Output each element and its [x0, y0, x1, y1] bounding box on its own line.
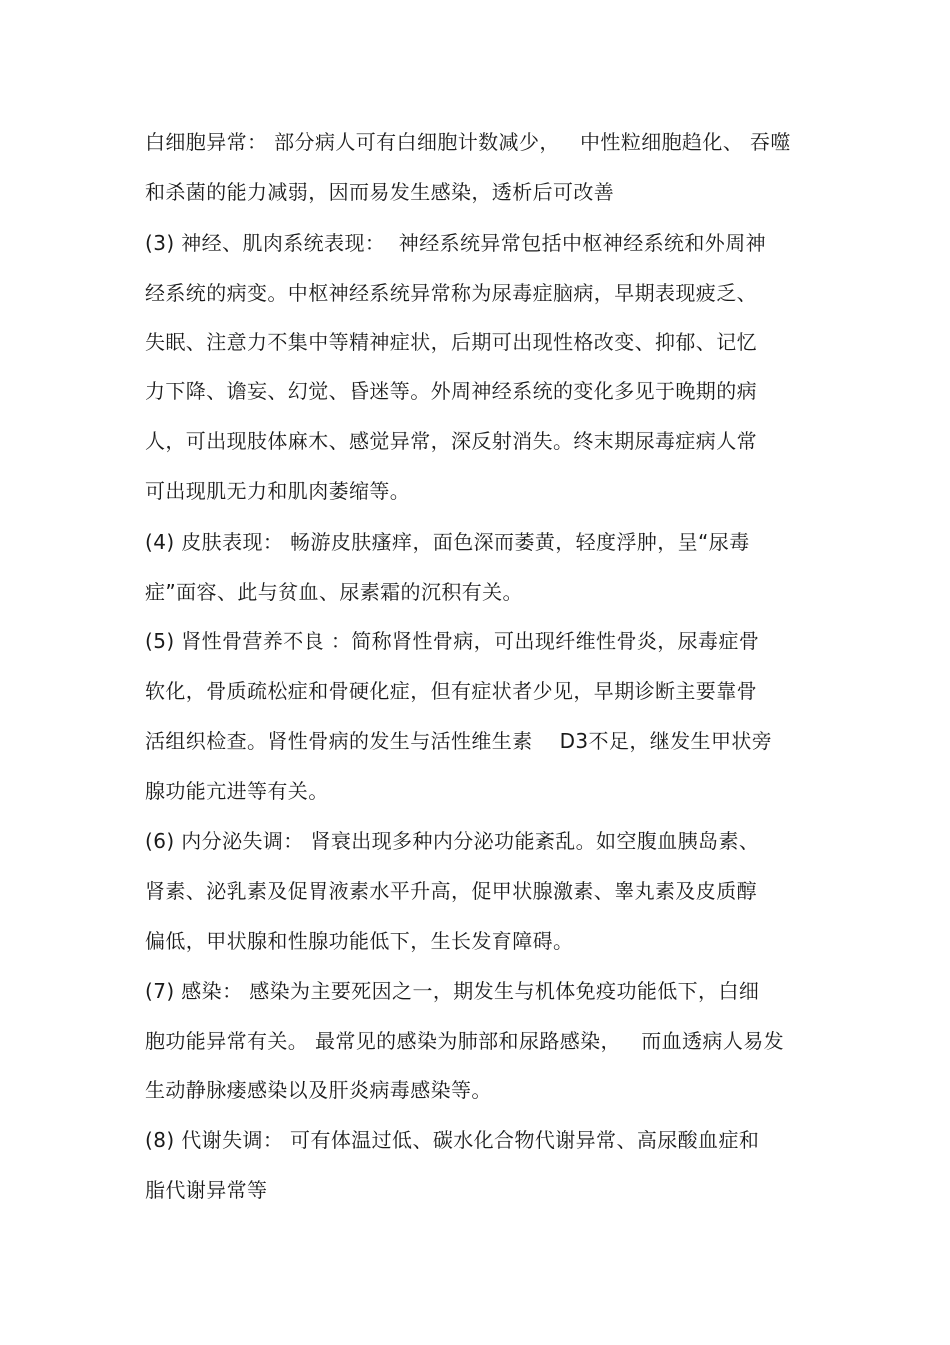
text-line: (6) 内分泌失调： 肾衰出现多种内分泌功能紊乱。如空腹血胰岛素、: [145, 829, 760, 853]
text-line: 白细胞异常： 部分病人可有白细胞计数减少， 中性粒细胞趋化、 吞噬: [145, 130, 791, 154]
text-line: 胞功能异常有关。 最常见的感染为肺部和尿路感染， 而血透病人易发: [145, 1029, 785, 1053]
text-line: 腺功能亢进等有关。: [145, 779, 329, 803]
text-line: (5) 肾性骨营养不良 ：简称肾性骨病，可出现纤维性骨炎，尿毒症骨: [145, 629, 760, 653]
text-line: 人，可出现肢体麻木、感觉异常，深反射消失。终末期尿毒症病人常: [145, 429, 757, 453]
text-line: 活组织检查。肾性骨病的发生与活性维生素 D3不足，继发生甲状旁: [145, 729, 773, 753]
text-line: 软化，骨质疏松症和骨硬化症，但有症状者少见，早期诊断主要靠骨: [145, 679, 757, 703]
text-line: 症”面容、此与贫血、尿素霜的沉积有关。: [145, 580, 523, 604]
text-line: (7) 感染： 感染为主要死因之一，期发生与机体免疫功能低下，白细: [145, 979, 760, 1003]
text-line: (4) 皮肤表现： 畅游皮肤瘙痒，面色深而萎黄，轻度浮肿，呈“尿毒: [145, 530, 750, 554]
text-line: 可出现肌无力和肌肉萎缩等。: [145, 479, 411, 503]
text-line: (8) 代谢失调： 可有体温过低、碳水化合物代谢异常、高尿酸血症和: [145, 1128, 760, 1152]
text-line: 脂代谢异常等: [145, 1178, 268, 1202]
text-line: 偏低，甲状腺和性腺功能低下，生长发育障碍。: [145, 929, 574, 953]
text-line: 经系统的病变。中枢神经系统异常称为尿毒症脑病，早期表现疲乏、: [145, 281, 757, 305]
text-line: 和杀菌的能力减弱，因而易发生感染，透析后可改善: [145, 180, 615, 204]
text-line: 肾素、泌乳素及促胃液素水平升高，促甲状腺激素、睾丸素及皮质醇: [145, 879, 757, 903]
text-line: 生动静脉瘘感染以及肝炎病毒感染等。: [145, 1078, 492, 1102]
text-line: 力下降、谵妄、幻觉、昏迷等。外周神经系统的变化多见于晚期的病: [145, 379, 757, 403]
text-line: (3) 神经、肌肉系统表现： 神经系统异常包括中枢神经系统和外周神: [145, 231, 767, 255]
text-line: 失眠、注意力不集中等精神症状，后期可出现性格改变、抑郁、记忆: [145, 330, 757, 354]
